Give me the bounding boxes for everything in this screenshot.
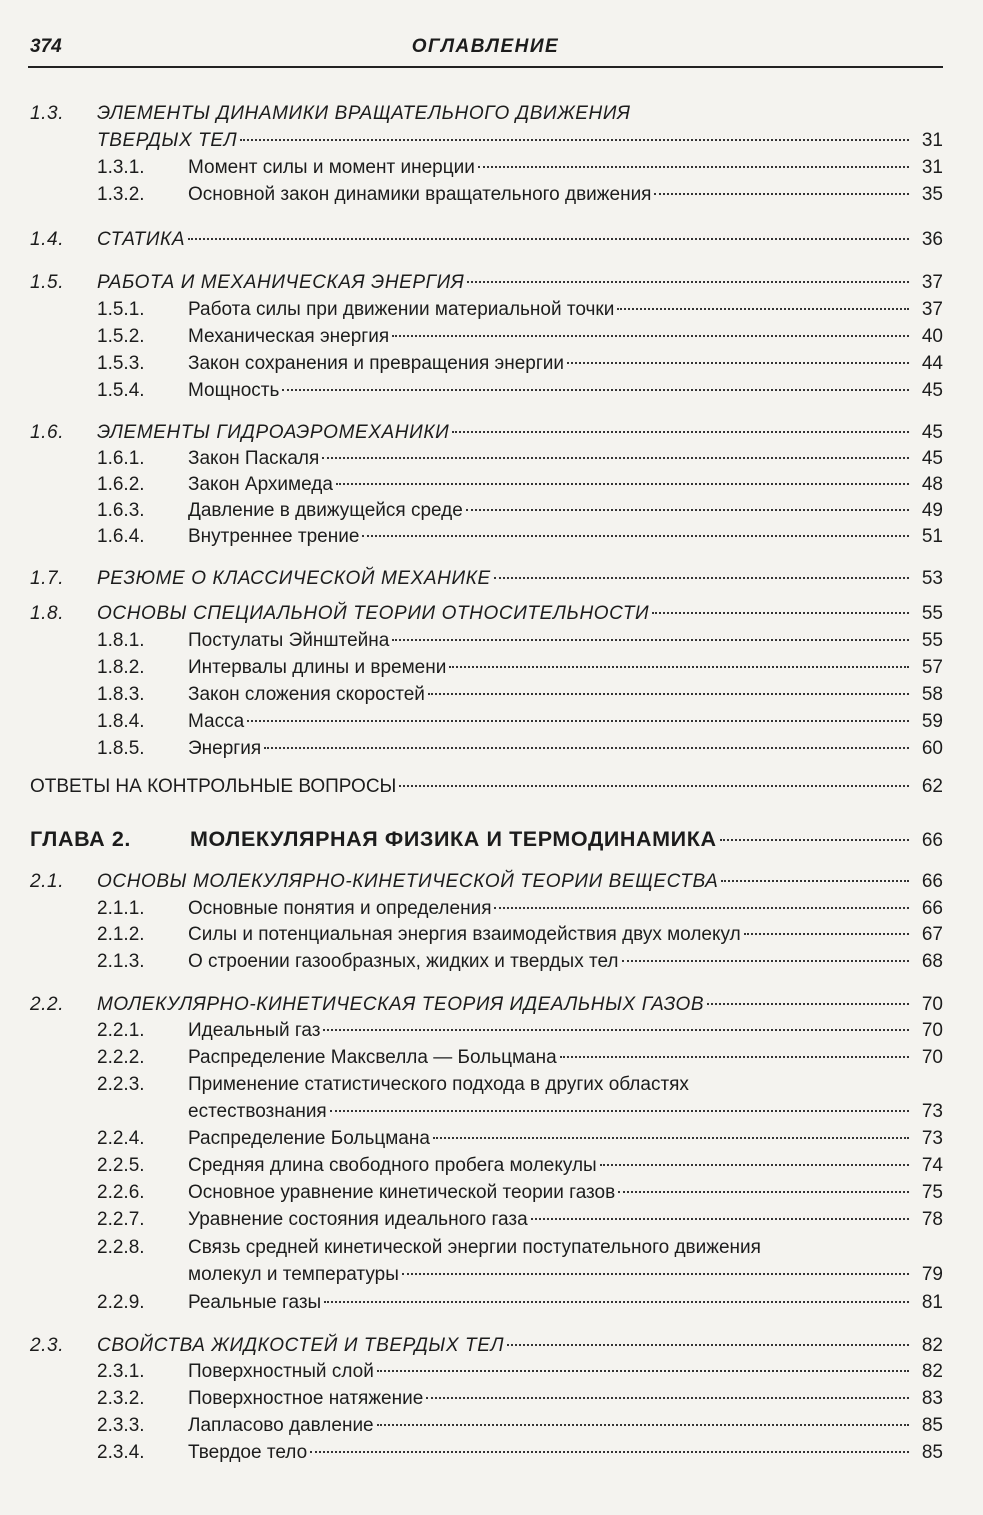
toc-entry[interactable]: [0, 1153, 983, 1179]
entry-title: Лапласово давление: [188, 1415, 374, 1436]
entry-title: СВОЙСТВА ЖИДКОСТЕЙ И ТВЕРДЫХ ТЕЛ: [97, 1335, 505, 1356]
entry-line: [97, 1333, 943, 1359]
dot-leader: [618, 1191, 909, 1193]
dot-leader: [240, 139, 909, 141]
entry-number: 1.6.: [30, 422, 65, 443]
dot-leader: [282, 389, 909, 391]
dot-leader: [622, 960, 910, 962]
page-ref: 55: [921, 630, 943, 651]
page-ref: 45: [921, 380, 943, 401]
toc-entry[interactable]: [0, 351, 983, 377]
entry-line: [188, 1262, 943, 1288]
page-ref: 44: [921, 353, 943, 374]
toc-entry[interactable]: [0, 324, 983, 350]
entry-number: 2.3.3.: [97, 1415, 145, 1436]
page-ref: 82: [921, 1335, 943, 1356]
entry-number: 2.3.4.: [97, 1442, 145, 1463]
entry-title: МОЛЕКУЛЯРНО-КИНЕТИЧЕСКАЯ ТЕОРИЯ ИДЕАЛЬНЫХ ГАЗОВ: [97, 994, 705, 1015]
toc-entry[interactable]: [0, 101, 983, 127]
page-ref: 62: [921, 776, 943, 797]
page-ref: 66: [921, 830, 943, 851]
page-ref: 70: [921, 1020, 943, 1041]
entry-number: 2.2.8.: [97, 1237, 145, 1258]
entry-line: [188, 949, 943, 975]
running-title: ОГЛАВЛЕНИЕ: [411, 36, 560, 57]
dot-leader: [507, 1344, 909, 1346]
toc-entry[interactable]: [0, 1386, 983, 1412]
dot-leader: [336, 483, 909, 485]
page-ref: 60: [921, 738, 943, 759]
entry-line: [188, 472, 943, 498]
toc-entry[interactable]: [0, 182, 983, 208]
entry-title: Работа силы при движении материальной точки: [188, 299, 615, 320]
entry-line: [188, 378, 943, 404]
page-ref: 37: [921, 272, 943, 293]
toc-entry[interactable]: [0, 655, 983, 681]
entry-title: Распределение Больцмана: [188, 1128, 430, 1149]
entry-line: [97, 992, 943, 1018]
toc-entry[interactable]: [0, 1072, 983, 1098]
dot-leader: [399, 785, 909, 787]
entry-title: Масса: [188, 711, 245, 732]
entry-line: [188, 896, 943, 922]
entry-number: 1.5.4.: [97, 380, 145, 401]
dot-leader: [426, 1397, 909, 1399]
entry-line: [188, 922, 943, 948]
dot-leader: [392, 335, 909, 337]
entry-title: Механическая энергия: [188, 326, 390, 347]
entry-number: 2.2.9.: [97, 1292, 145, 1313]
entry-number: 1.6.1.: [97, 448, 145, 469]
page-ref: 59: [921, 711, 943, 732]
entry-line: [188, 709, 943, 735]
dot-leader: [330, 1110, 909, 1112]
entry-title: Закон Паскаля: [188, 448, 320, 469]
dot-leader: [654, 193, 909, 195]
entry-line: [188, 324, 943, 350]
page-ref: 48: [921, 474, 943, 495]
toc-entry[interactable]: [0, 826, 983, 852]
page-ref: 70: [921, 1047, 943, 1068]
entry-line: [188, 628, 943, 654]
dot-leader: [652, 612, 909, 614]
toc-entry[interactable]: [0, 472, 983, 498]
entry-title-continued: молекул и температуры: [188, 1264, 399, 1285]
page-ref: 31: [921, 130, 943, 151]
page-ref: 53: [921, 568, 943, 589]
page-ref: 83: [921, 1388, 943, 1409]
entry-title: Постулаты Эйнштейна: [188, 630, 390, 651]
entry-line: [97, 270, 943, 296]
entry-title: МОЛЕКУЛЯРНАЯ ФИЗИКА И ТЕРМОДИНАМИКА: [190, 827, 717, 851]
entry-line: [188, 1386, 943, 1412]
dot-leader: [707, 1003, 909, 1005]
entry-line: [188, 1153, 943, 1179]
toc-entry[interactable]: [0, 1126, 983, 1152]
entry-title: Поверхностное натяжение: [188, 1388, 424, 1409]
dot-leader: [428, 693, 909, 695]
entry-number: 2.2.2.: [97, 1047, 145, 1068]
toc-entry[interactable]: [0, 1333, 983, 1359]
entry-line: [188, 1180, 943, 1206]
entry-number: 2.1.: [30, 871, 65, 892]
page-ref: 40: [921, 326, 943, 347]
entry-number: 2.1.1.: [97, 898, 145, 919]
entry-number: 1.3.1.: [97, 157, 145, 178]
entry-title: ОСНОВЫ МОЛЕКУЛЯРНО-КИНЕТИЧЕСКОЙ ТЕОРИИ ВЕЩЕСТВА: [97, 871, 719, 892]
page-ref: 73: [921, 1128, 943, 1149]
page-ref: 51: [921, 526, 943, 547]
dot-leader: [392, 639, 909, 641]
entry-title: Силы и потенциальная энергия взаимодействия двух молекул: [188, 924, 741, 945]
toc-entry[interactable]: [0, 524, 983, 550]
dot-leader: [744, 933, 909, 935]
dot-leader: [617, 308, 909, 310]
toc-entry[interactable]: [0, 709, 983, 735]
entry-line: [97, 128, 943, 154]
entry-line: [97, 601, 943, 627]
toc-entry-continuation[interactable]: [0, 128, 983, 154]
entry-title: Закон сложения скоростей: [188, 684, 425, 705]
dot-leader: [466, 509, 909, 511]
entry-title: Давление в движущейся среде: [188, 500, 463, 521]
dot-leader: [247, 720, 909, 722]
entry-title: Уравнение состояния идеального газа: [188, 1209, 528, 1230]
toc-entry[interactable]: [0, 1207, 983, 1233]
toc-entry[interactable]: [0, 628, 983, 654]
entry-title: Применение статистического подхода в других областях: [188, 1074, 689, 1095]
entry-line: [188, 446, 943, 472]
entry-line: [188, 297, 943, 323]
entry-line: [188, 1018, 943, 1044]
toc-entry-continuation[interactable]: [0, 1099, 983, 1125]
page-ref: 85: [921, 1415, 943, 1436]
entry-number: 2.2.7.: [97, 1209, 145, 1230]
toc-entry[interactable]: [0, 1018, 983, 1044]
dot-leader: [188, 238, 909, 240]
dot-leader: [720, 839, 909, 841]
entry-line: [188, 682, 943, 708]
entry-number: 1.8.3.: [97, 684, 145, 705]
entry-line: [97, 227, 943, 253]
entry-number: 1.5.2.: [97, 326, 145, 347]
toc-entry[interactable]: [0, 896, 983, 922]
entry-line: [97, 420, 943, 446]
entry-line: [188, 524, 943, 550]
entry-number: 2.3.2.: [97, 1388, 145, 1409]
entry-title: РАБОТА И МЕХАНИЧЕСКАЯ ЭНЕРГИЯ: [97, 272, 465, 293]
dot-leader: [494, 577, 909, 579]
entry-title: Интервалы длины и времени: [188, 657, 447, 678]
entry-line: [188, 182, 943, 208]
entry-number: 2.2.1.: [97, 1020, 145, 1041]
dot-leader: [560, 1056, 909, 1058]
toc-entry[interactable]: [0, 446, 983, 472]
entry-number: 2.1.3.: [97, 951, 145, 972]
entry-title: ОТВЕТЫ НА КОНТРОЛЬНЫЕ ВОПРОСЫ: [30, 776, 397, 797]
entry-title: Реальные газы: [188, 1292, 322, 1313]
toc-entry[interactable]: [0, 227, 983, 253]
entry-title: Основные понятия и определения: [188, 898, 492, 919]
dot-leader: [310, 1451, 909, 1453]
entry-line: [188, 655, 943, 681]
dot-leader: [721, 880, 909, 882]
entry-line: [188, 498, 943, 524]
toc-entry[interactable]: [0, 1440, 983, 1466]
entry-title-continued: ТВЕРДЫХ ТЕЛ: [97, 130, 238, 151]
toc-entry[interactable]: [0, 774, 983, 800]
page-ref: 37: [921, 299, 943, 320]
dot-leader: [264, 747, 909, 749]
dot-leader: [323, 1029, 909, 1031]
entry-title: О строении газообразных, жидких и твердых тел: [188, 951, 619, 972]
dot-leader: [478, 166, 909, 168]
toc-entry-continuation[interactable]: [0, 1262, 983, 1288]
entry-title: Средняя длина свободного пробега молекулы: [188, 1155, 597, 1176]
dot-leader: [324, 1301, 909, 1303]
entry-title: РЕЗЮМЕ О КЛАССИЧЕСКОЙ МЕХАНИКЕ: [97, 568, 491, 589]
entry-number: 2.2.6.: [97, 1182, 145, 1203]
entry-number: 1.6.3.: [97, 500, 145, 521]
toc-entry[interactable]: [0, 922, 983, 948]
entry-number: ГЛАВА 2.: [30, 827, 131, 851]
entry-number: 1.7.: [30, 568, 65, 589]
dot-leader: [377, 1424, 909, 1426]
entry-number: 1.8.2.: [97, 657, 145, 678]
entry-line: [188, 1072, 943, 1098]
entry-number: 1.6.2.: [97, 474, 145, 495]
toc-entry[interactable]: [0, 297, 983, 323]
entry-number: 1.5.: [30, 272, 65, 293]
toc-entry[interactable]: [0, 420, 983, 446]
entry-title-continued: естествознания: [188, 1101, 327, 1122]
entry-title: Внутреннее трение: [188, 526, 360, 547]
page-ref: 67: [921, 924, 943, 945]
entry-title: Связь средней кинетической энергии поступательного движения: [188, 1237, 761, 1258]
dot-leader: [567, 362, 909, 364]
dot-leader: [449, 666, 909, 668]
dot-leader: [322, 457, 909, 459]
page-ref: 75: [921, 1182, 943, 1203]
entry-number: 2.2.5.: [97, 1155, 145, 1176]
entry-line: [188, 1440, 943, 1466]
page-ref: 78: [921, 1209, 943, 1230]
entry-number: 1.8.: [30, 603, 65, 624]
page-ref: 79: [921, 1264, 943, 1285]
entry-number: 1.3.: [30, 103, 65, 124]
dot-leader: [467, 281, 909, 283]
page-ref: 70: [921, 994, 943, 1015]
entry-title: Момент силы и момент инерции: [188, 157, 475, 178]
toc-entry[interactable]: [0, 1359, 983, 1385]
toc-entry[interactable]: [0, 155, 983, 181]
entry-line: [190, 826, 943, 854]
toc-entry[interactable]: [0, 1413, 983, 1439]
entry-number: 2.2.4.: [97, 1128, 145, 1149]
entry-title: Основное уравнение кинетической теории газов: [188, 1182, 616, 1203]
toc-entry[interactable]: [0, 1180, 983, 1206]
entry-number: 1.8.1.: [97, 630, 145, 651]
entry-number: 1.5.1.: [97, 299, 145, 320]
entry-number: 2.2.3.: [97, 1074, 145, 1095]
entry-number: 2.2.: [30, 994, 65, 1015]
dot-leader: [494, 907, 909, 909]
page-ref: 58: [921, 684, 943, 705]
toc-entry[interactable]: [0, 1290, 983, 1316]
entry-number: 2.1.2.: [97, 924, 145, 945]
page-ref: 55: [921, 603, 943, 624]
page-ref: 31: [921, 157, 943, 178]
entry-line: [97, 101, 943, 127]
entry-number: 1.8.5.: [97, 738, 145, 759]
entry-line: [188, 1235, 943, 1261]
page-number: 374: [30, 36, 62, 57]
dot-leader: [600, 1164, 909, 1166]
toc-entry[interactable]: [0, 566, 983, 592]
entry-line: [188, 1359, 943, 1385]
entry-title: ЭЛЕМЕНТЫ ГИДРОАЭРОМЕХАНИКИ: [97, 422, 450, 443]
toc-entry[interactable]: [0, 869, 983, 895]
page-ref: 49: [921, 500, 943, 521]
entry-line: [97, 869, 943, 895]
toc-entry[interactable]: [0, 949, 983, 975]
page-ref: 81: [921, 1292, 943, 1313]
entry-line: [188, 736, 943, 762]
entry-line: [188, 1207, 943, 1233]
entry-title: ОСНОВЫ СПЕЦИАЛЬНОЙ ТЕОРИИ ОТНОСИТЕЛЬНОСТИ: [97, 603, 650, 624]
page-ref: 66: [921, 898, 943, 919]
entry-title: Основной закон динамики вращательного движения: [188, 184, 652, 205]
entry-title: Энергия: [188, 738, 262, 759]
toc-entry[interactable]: [0, 1045, 983, 1071]
entry-line: [188, 1126, 943, 1152]
toc-entry[interactable]: [0, 1235, 983, 1261]
entry-line: [188, 351, 943, 377]
page-ref: 36: [921, 229, 943, 250]
entry-number: 2.3.1.: [97, 1361, 145, 1382]
entry-title: Закон сохранения и превращения энергии: [188, 353, 565, 374]
dot-leader: [402, 1273, 909, 1275]
entry-line: [188, 155, 943, 181]
page-ref: 73: [921, 1101, 943, 1122]
entry-number: 1.3.2.: [97, 184, 145, 205]
dot-leader: [433, 1137, 909, 1139]
page-ref: 66: [921, 871, 943, 892]
toc-entry[interactable]: [0, 378, 983, 404]
entry-title: Поверхностный слой: [188, 1361, 374, 1382]
page-ref: 85: [921, 1442, 943, 1463]
entry-number: 1.5.3.: [97, 353, 145, 374]
entry-number: 1.8.4.: [97, 711, 145, 732]
page-ref: 57: [921, 657, 943, 678]
dot-leader: [377, 1370, 909, 1372]
entry-line: [188, 1045, 943, 1071]
entry-title: Идеальный газ: [188, 1020, 321, 1041]
page-ref: 45: [921, 448, 943, 469]
entry-line: [97, 566, 943, 592]
entry-line: [30, 774, 943, 800]
dot-leader: [362, 535, 909, 537]
toc-entry[interactable]: [0, 601, 983, 627]
entry-line: [188, 1099, 943, 1125]
toc-entry[interactable]: [0, 270, 983, 296]
entry-line: [188, 1290, 943, 1316]
entry-number: 1.6.4.: [97, 526, 145, 547]
page-ref: 35: [921, 184, 943, 205]
toc-entry[interactable]: [0, 736, 983, 762]
entry-title: СТАТИКА: [97, 229, 186, 250]
entry-title: Мощность: [188, 380, 280, 401]
entry-number: 2.3.: [30, 1335, 65, 1356]
entry-title: Распределение Максвелла — Больцмана: [188, 1047, 557, 1068]
entry-title: ЭЛЕМЕНТЫ ДИНАМИКИ ВРАЩАТЕЛЬНОГО ДВИЖЕНИЯ: [97, 103, 631, 124]
dot-leader: [452, 431, 909, 433]
entry-title: Твердое тело: [188, 1442, 308, 1463]
page-ref: 45: [921, 422, 943, 443]
entry-line: [188, 1413, 943, 1439]
entry-number: 1.4.: [30, 229, 65, 250]
toc-entry[interactable]: [0, 498, 983, 524]
page-ref: 68: [921, 951, 943, 972]
toc-entry[interactable]: [0, 682, 983, 708]
dot-leader: [531, 1218, 909, 1220]
toc-entry[interactable]: [0, 992, 983, 1018]
page-ref: 74: [921, 1155, 943, 1176]
page-ref: 82: [921, 1361, 943, 1382]
entry-title: Закон Архимеда: [188, 474, 333, 495]
